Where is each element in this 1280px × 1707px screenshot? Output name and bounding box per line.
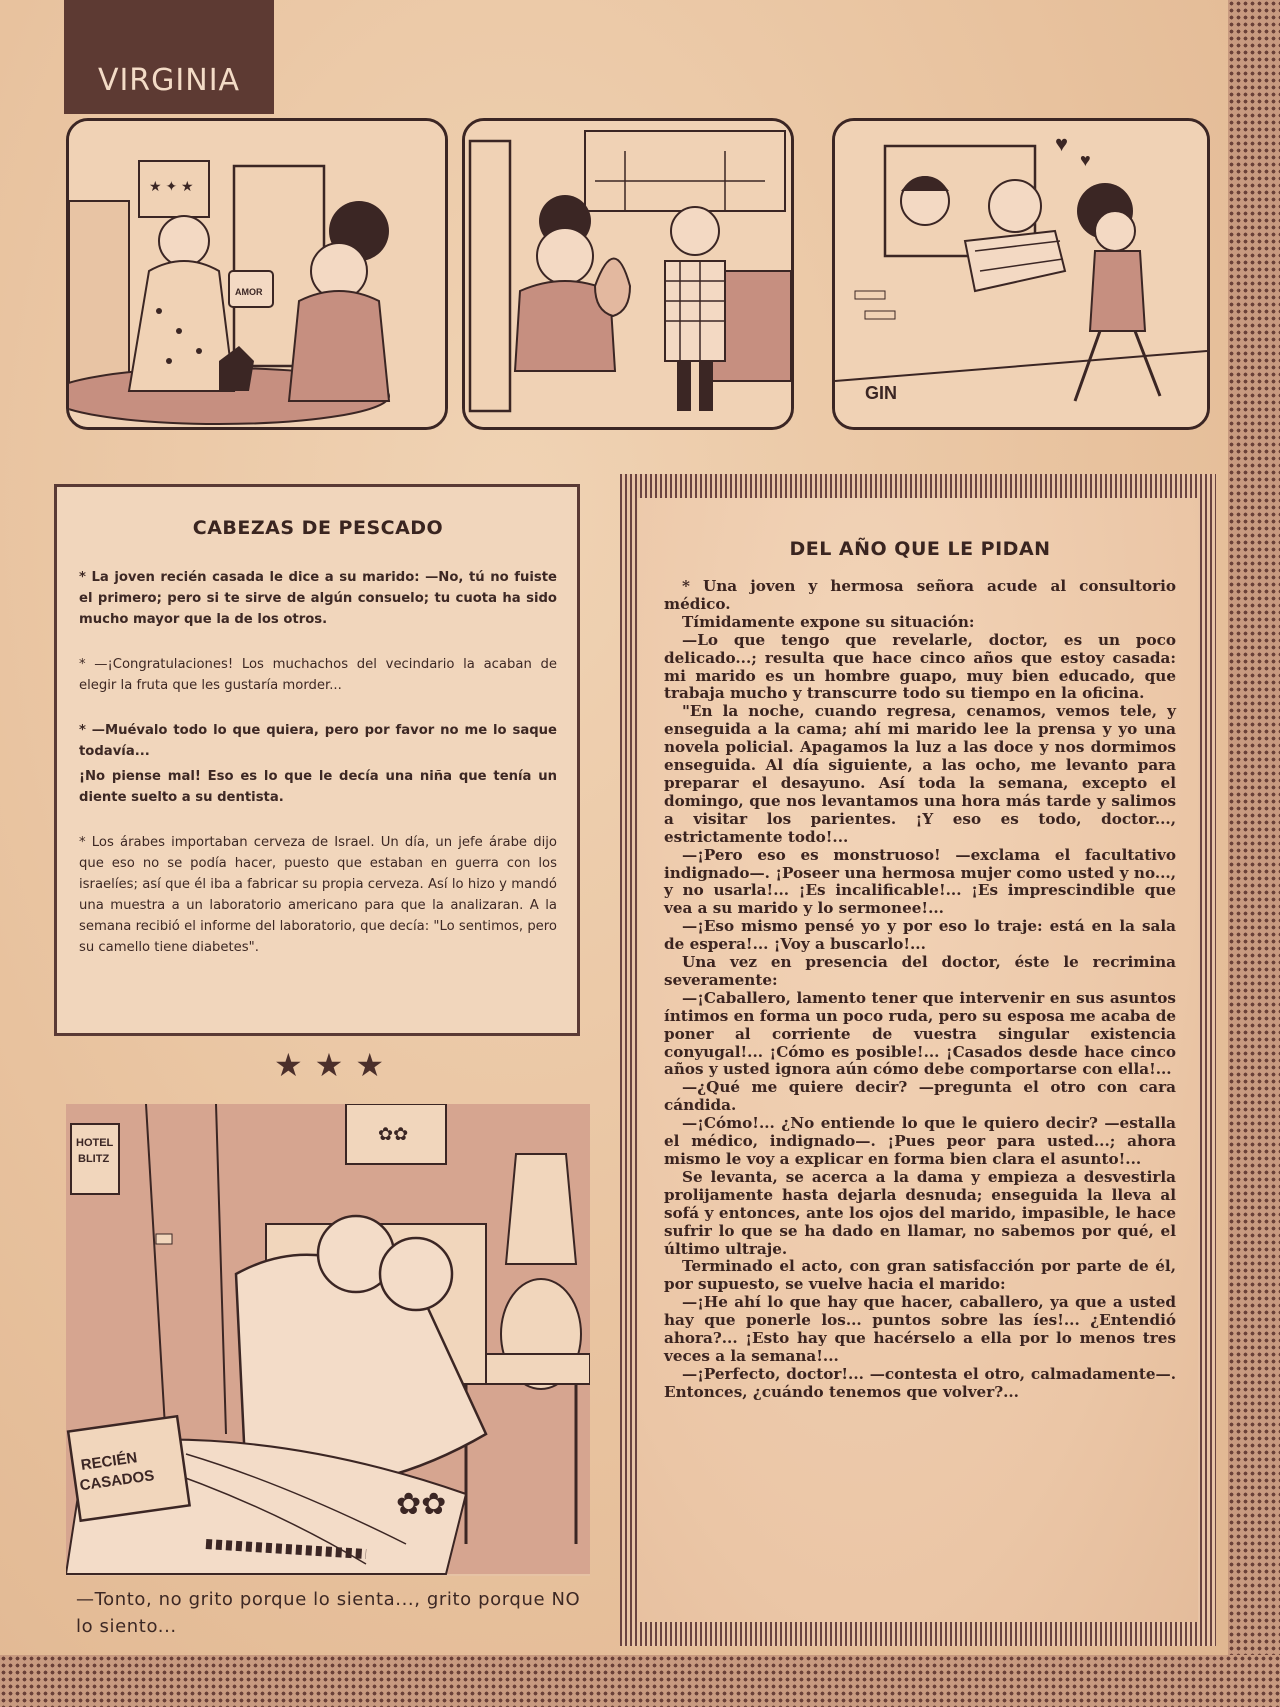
story-paragraph: —¡Eso mismo pensé yo y por eso lo traje: está en la sala de espera!... ¡Voy a buscarlo!... xyxy=(664,917,1176,954)
hotel-sign-line1: HOTEL xyxy=(76,1137,114,1149)
jokes-box xyxy=(54,484,580,1036)
joke-2: * —¡Congratulaciones! Los muchachos del vecindario la acaban de elegir la fruta que les gustaría morder... xyxy=(79,657,557,693)
story-box-inner xyxy=(638,498,1198,1622)
panel-2-illustration xyxy=(465,121,791,427)
comic-panel-3 xyxy=(832,118,1210,430)
joke-3: * —Muévalo todo lo que quiera, pero por favor no me lo saque todavía... xyxy=(79,723,557,759)
jokes-box-title: CABEZAS DE PESCADO xyxy=(192,517,444,539)
story-paragraph: Se levanta, se acerca a la dama y empieza a desvestirla prolijamente hasta dejarla desnuda; enseguida la lleva al sofá y entonces, ante los ojos del marido, impasible, le hace sufrir lo que se ha dado en llamar, no sabemos por qué, el último ultraje. xyxy=(664,1167,1176,1258)
story-paragraph: * Una joven y hermosa señora acude al consultorio médico. xyxy=(664,577,1176,613)
joke-3-punchline: ¡No piense mal! Eso es lo que le decía una niña que tenía un diente suelto a su dentista. xyxy=(79,769,557,805)
checker-border-bottom xyxy=(0,1655,1280,1707)
suitcase-line2: CASADOS xyxy=(78,1467,156,1495)
story-title: DEL AÑO QUE LE PIDAN xyxy=(789,538,1051,560)
story-paragraph: —¡He ahí lo que hay que hacer, caballero, ya que a usted hay que ponerle los... puntos sobre las íes!... ¿Entendió ahora?... ¡Esto hay que hacérselo a ella por lo menos tres veces a la semana!... xyxy=(664,1293,1176,1365)
story-paragraph: Terminado el acto, con gran satisfacción por parte de él, por supuesto, se vuelve hacia el marido: xyxy=(664,1257,1176,1294)
comic-strip xyxy=(66,118,1206,428)
svg-text:✿✿: ✿✿ xyxy=(378,1124,409,1144)
story-paragraph: Tímidamente expone su situación: xyxy=(682,612,975,631)
story-paragraph: "En la noche, cuando regresa, cenamos, vemos tele, y enseguida a la cama; ahí mi marido lee la prensa y yo una novela policial. Apagamos la luz a las doce y nos dormimos enseguida. Al día siguiente, a las ocho, me levanto para preparar el desayuno. Así toda la semana, excepto el domingo, que nos levantamos una hora más tarde y salimos a visitar los parientes. ¡Y eso es todo, doctor..., estrictamente todo!... xyxy=(664,702,1176,846)
svg-text:♥: ♥ xyxy=(1055,131,1069,156)
section-title-text: VIRGINIA xyxy=(97,63,241,98)
joke-4: * Los árabes importaban cerveza de Israel. Un día, un jefe árabe dijo que eso no se podía hacer, puesto que estaban en guerra con los israelíes; así que él iba a fabricar su propia cerveza. Así lo hizo y mandó una muestra a un laboratorio americano para que la analizaran. A la semana recibió el informe del laboratorio, que decía: "Lo sentimos, pero su camello tiene diabetes". xyxy=(79,835,557,955)
panel-1-illustration xyxy=(69,121,445,427)
svg-text:♥: ♥ xyxy=(1080,150,1091,170)
comic-signature: GIN xyxy=(865,383,898,403)
checker-border-right xyxy=(1228,0,1280,1707)
comic-panel-2 xyxy=(462,118,794,430)
story-paragraph: —¡Cómo!... ¿No entiende lo que le quiero decir? —estalla el médico, indignado—. ¡Pues peor para usted...; ahora mismo le voy a explicar en forma bien clara el asunto!... xyxy=(664,1114,1176,1168)
hotel-cartoon-illustration xyxy=(66,1104,590,1576)
story-paragraph: —Lo que tengo que revelarle, doctor, es un poco delicado...; resulta que hace cinco años que estoy casada: mi marido es un hombre guapo, muy bien educado, que trabaja mucho y transcurre todo su tiempo en la oficina. xyxy=(664,630,1176,703)
comic-panel-1 xyxy=(66,118,448,430)
story-paragraph: Una vez en presencia del doctor, éste le recrimina severamente: xyxy=(664,953,1176,989)
story-paragraph: —¿Qué me quiere decir? —pregunta el otro con cara cándida. xyxy=(664,1078,1176,1115)
story-box xyxy=(620,474,1216,1646)
joke-1: * La joven recién casada le dice a su marido: —No, tú no fuiste el primero; pero si te sirve de algún consuelo; tu cuota ha sido mucho mayor que la de los otros. xyxy=(79,570,557,627)
separator-stars: ★★★ xyxy=(273,1047,397,1083)
story-paragraph: —¡Caballero, lamento tener que intervenir en sus asuntos íntimos en forma un poco ruda, pero su esposa me acaba de poner al corriente de vuestra singular existencia conyugal!... ¡Cómo es posible!... ¡Casados desde hace cinco años y usted ignora aún cómo debe comportarse con ella!... xyxy=(664,988,1176,1079)
svg-text:★ ✦ ★: ★ ✦ ★ xyxy=(149,178,194,194)
section-title xyxy=(64,0,274,114)
svg-text:✿✿: ✿✿ xyxy=(396,1488,447,1521)
hotel-cartoon xyxy=(66,1104,590,1576)
story-paragraph: —¡Perfecto, doctor!... —contesta el otro, calmadamente—. Entonces, ¿cuándo tenemos que volver?... xyxy=(664,1364,1176,1401)
hotel-sign-line2: BLITZ xyxy=(78,1153,110,1165)
panel-3-illustration xyxy=(835,121,1207,427)
suitcase-line1: RECIÉN xyxy=(79,1449,139,1475)
story-text xyxy=(664,578,1176,1402)
story-paragraph: —¡Pero eso es monstruoso! —exclama el facultativo indignado—. ¡Poseer una hermosa mujer como usted y no..., y no usarla!... ¡Es incalificable!... ¡Es imprescindible que vea a su marido y lo sermonee!... xyxy=(664,845,1176,918)
bottle-label: AMOR xyxy=(235,287,263,297)
cartoon-caption: —Tonto, no grito porque lo sienta..., grito porque NO lo siento... xyxy=(76,1589,581,1637)
